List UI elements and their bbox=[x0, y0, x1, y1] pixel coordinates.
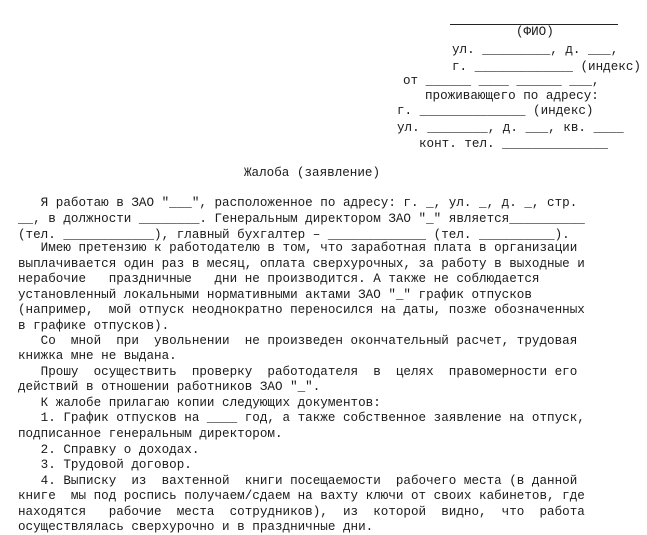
body-line: 2. Справку о доходах. bbox=[18, 443, 200, 457]
address-street: ул. _________, д. ___, bbox=[452, 43, 619, 57]
body-line: Имею претензию к работодателю в том, что заработная плата в организации bbox=[18, 241, 578, 255]
body-line: Прошу осуществить проверку работодателя в целях правомерности его bbox=[18, 365, 578, 379]
fio-label: (ФИО) bbox=[516, 25, 554, 39]
address-city-2: г. ______________ (индекс) bbox=[397, 104, 594, 118]
body-line: книжка мне не выдана. bbox=[18, 349, 177, 363]
body-line: (например, мой отпуск неоднократно переносился на даты, позже обозначенных bbox=[18, 303, 585, 317]
body-line: установленный локальными нормативными актами ЗАО "_" график отпусков bbox=[18, 288, 532, 302]
body-line: осуществлялась сверхурочно и в праздничные дни. bbox=[18, 520, 374, 534]
body-line: выплачивается один раз в месяц, оплата сверхурочных, за работу в выходные и bbox=[18, 257, 585, 271]
body-line: __, в должности ________. Генеральным директором ЗАО "_" является__________ bbox=[18, 212, 585, 226]
address-city: г. _____________ (индекс) bbox=[452, 60, 641, 74]
body-line: в графике отпусков). bbox=[18, 319, 170, 333]
body-line: нерабочие праздничные дни не производится. А также не соблюдается bbox=[18, 272, 540, 286]
body-line: действий в отношении работников ЗАО "_". bbox=[18, 380, 321, 394]
contact-phone: конт. тел. ______________ bbox=[419, 137, 608, 151]
body-line: 4. Выписку из вахтенной книги посещаемости рабочего места (в данной bbox=[18, 474, 578, 488]
body-line: Со мной при увольнении не произведен окончательный расчет, трудовая bbox=[18, 334, 578, 348]
body-line: книге мы под роспись получаем/сдаем на вахту ключи от своих кабинетов, где bbox=[18, 489, 585, 503]
residing-label: проживающего по адресу: bbox=[425, 89, 599, 103]
body-line: (тел. ____________), главный бухгалтер – _____________ (тел. __________). bbox=[18, 228, 570, 242]
from-line: от ______ ____ ______ ___, bbox=[403, 74, 600, 88]
body-line: находятся рабочие места сотрудников), из которой видно, что работа bbox=[18, 505, 585, 519]
body-line: 3. Трудовой договор. bbox=[18, 458, 192, 472]
body-line: К жалобе прилагаю копии следующих документов: bbox=[18, 396, 381, 410]
body-line: подписанное генеральным директором. bbox=[18, 427, 283, 441]
document-title: Жалоба (заявление) bbox=[244, 166, 381, 180]
body-line: Я работаю в ЗАО "___", расположенное по адресу: г. _, ул. _, д. _, стр. bbox=[18, 196, 578, 210]
body-line: 1. График отпусков на ____ год, а также собственное заявление на отпуск, bbox=[18, 411, 585, 425]
address-street-2: ул. ________, д. ___, кв. ____ bbox=[397, 121, 624, 135]
